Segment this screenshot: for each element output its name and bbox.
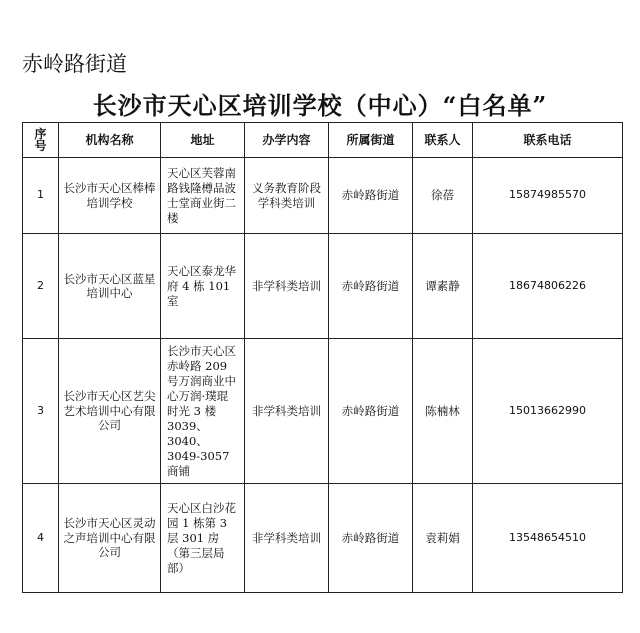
cell-street: 赤岭路街道 — [329, 484, 413, 593]
cell-phone: 15874985570 — [473, 158, 623, 234]
cell-phone: 13548654510 — [473, 484, 623, 593]
cell-name: 长沙市天心区棒棒培训学校 — [59, 158, 161, 234]
table-row — [23, 484, 623, 593]
cell-contact: 谭素静 — [413, 234, 473, 339]
cell-content: 非学科类培训 — [245, 339, 329, 484]
cell-contact: 袁莉娟 — [413, 484, 473, 593]
document-title: 长沙市天心区培训学校（中心）“白名单” — [92, 91, 548, 120]
cell-phone: 18674806226 — [473, 234, 623, 339]
header-phone: 联系电话 — [473, 123, 623, 158]
cell-content: 非学科类培训 — [245, 484, 329, 593]
cell-seq: 4 — [23, 484, 59, 593]
cell-street: 赤岭路街道 — [329, 339, 413, 484]
cell-phone: 15013662990 — [473, 339, 623, 484]
street-heading: 赤岭路街道 — [22, 52, 127, 76]
cell-seq: 1 — [23, 158, 59, 234]
cell-name: 长沙市天心区蓝星培训中心 — [59, 234, 161, 339]
cell-address: 天心区泰龙华府 4 栋 101 室 — [161, 234, 245, 339]
cell-address: 长沙市天心区赤岭路 209 号万润商业中心万润·璞琨时光 3 楼 3039、3040、3049-3057 商铺 — [161, 339, 245, 484]
header-seq-line2: 号 — [34, 139, 47, 153]
cell-street: 赤岭路街道 — [329, 158, 413, 234]
header-content: 办学内容 — [245, 123, 329, 158]
table-row — [23, 158, 623, 234]
header-seq — [23, 123, 59, 158]
cell-seq: 2 — [23, 234, 59, 339]
cell-name: 长沙市天心区艺尖艺术培训中心有限公司 — [59, 339, 161, 484]
cell-name: 长沙市天心区灵动之声培训中心有限公司 — [59, 484, 161, 593]
cell-seq: 3 — [23, 339, 59, 484]
cell-address: 天心区芙蓉南路钱隆樽品波士堂商业街二楼 — [161, 158, 245, 234]
table-header-row — [23, 123, 623, 158]
cell-contact: 陈楠林 — [413, 339, 473, 484]
header-seq-line1: 序 — [34, 127, 47, 141]
table-row — [23, 234, 623, 339]
header-address: 地址 — [161, 123, 245, 158]
whitelist-table — [22, 122, 623, 593]
header-street: 所属街道 — [329, 123, 413, 158]
cell-contact: 徐蓓 — [413, 158, 473, 234]
table-row — [23, 339, 623, 484]
cell-street: 赤岭路街道 — [329, 234, 413, 339]
cell-address: 天心区白沙花园 1 栋第 3 层 301 房（第三层局部） — [161, 484, 245, 593]
cell-content: 义务教育阶段学科类培训 — [245, 158, 329, 234]
cell-content: 非学科类培训 — [245, 234, 329, 339]
header-contact: 联系人 — [413, 123, 473, 158]
header-name: 机构名称 — [59, 123, 161, 158]
